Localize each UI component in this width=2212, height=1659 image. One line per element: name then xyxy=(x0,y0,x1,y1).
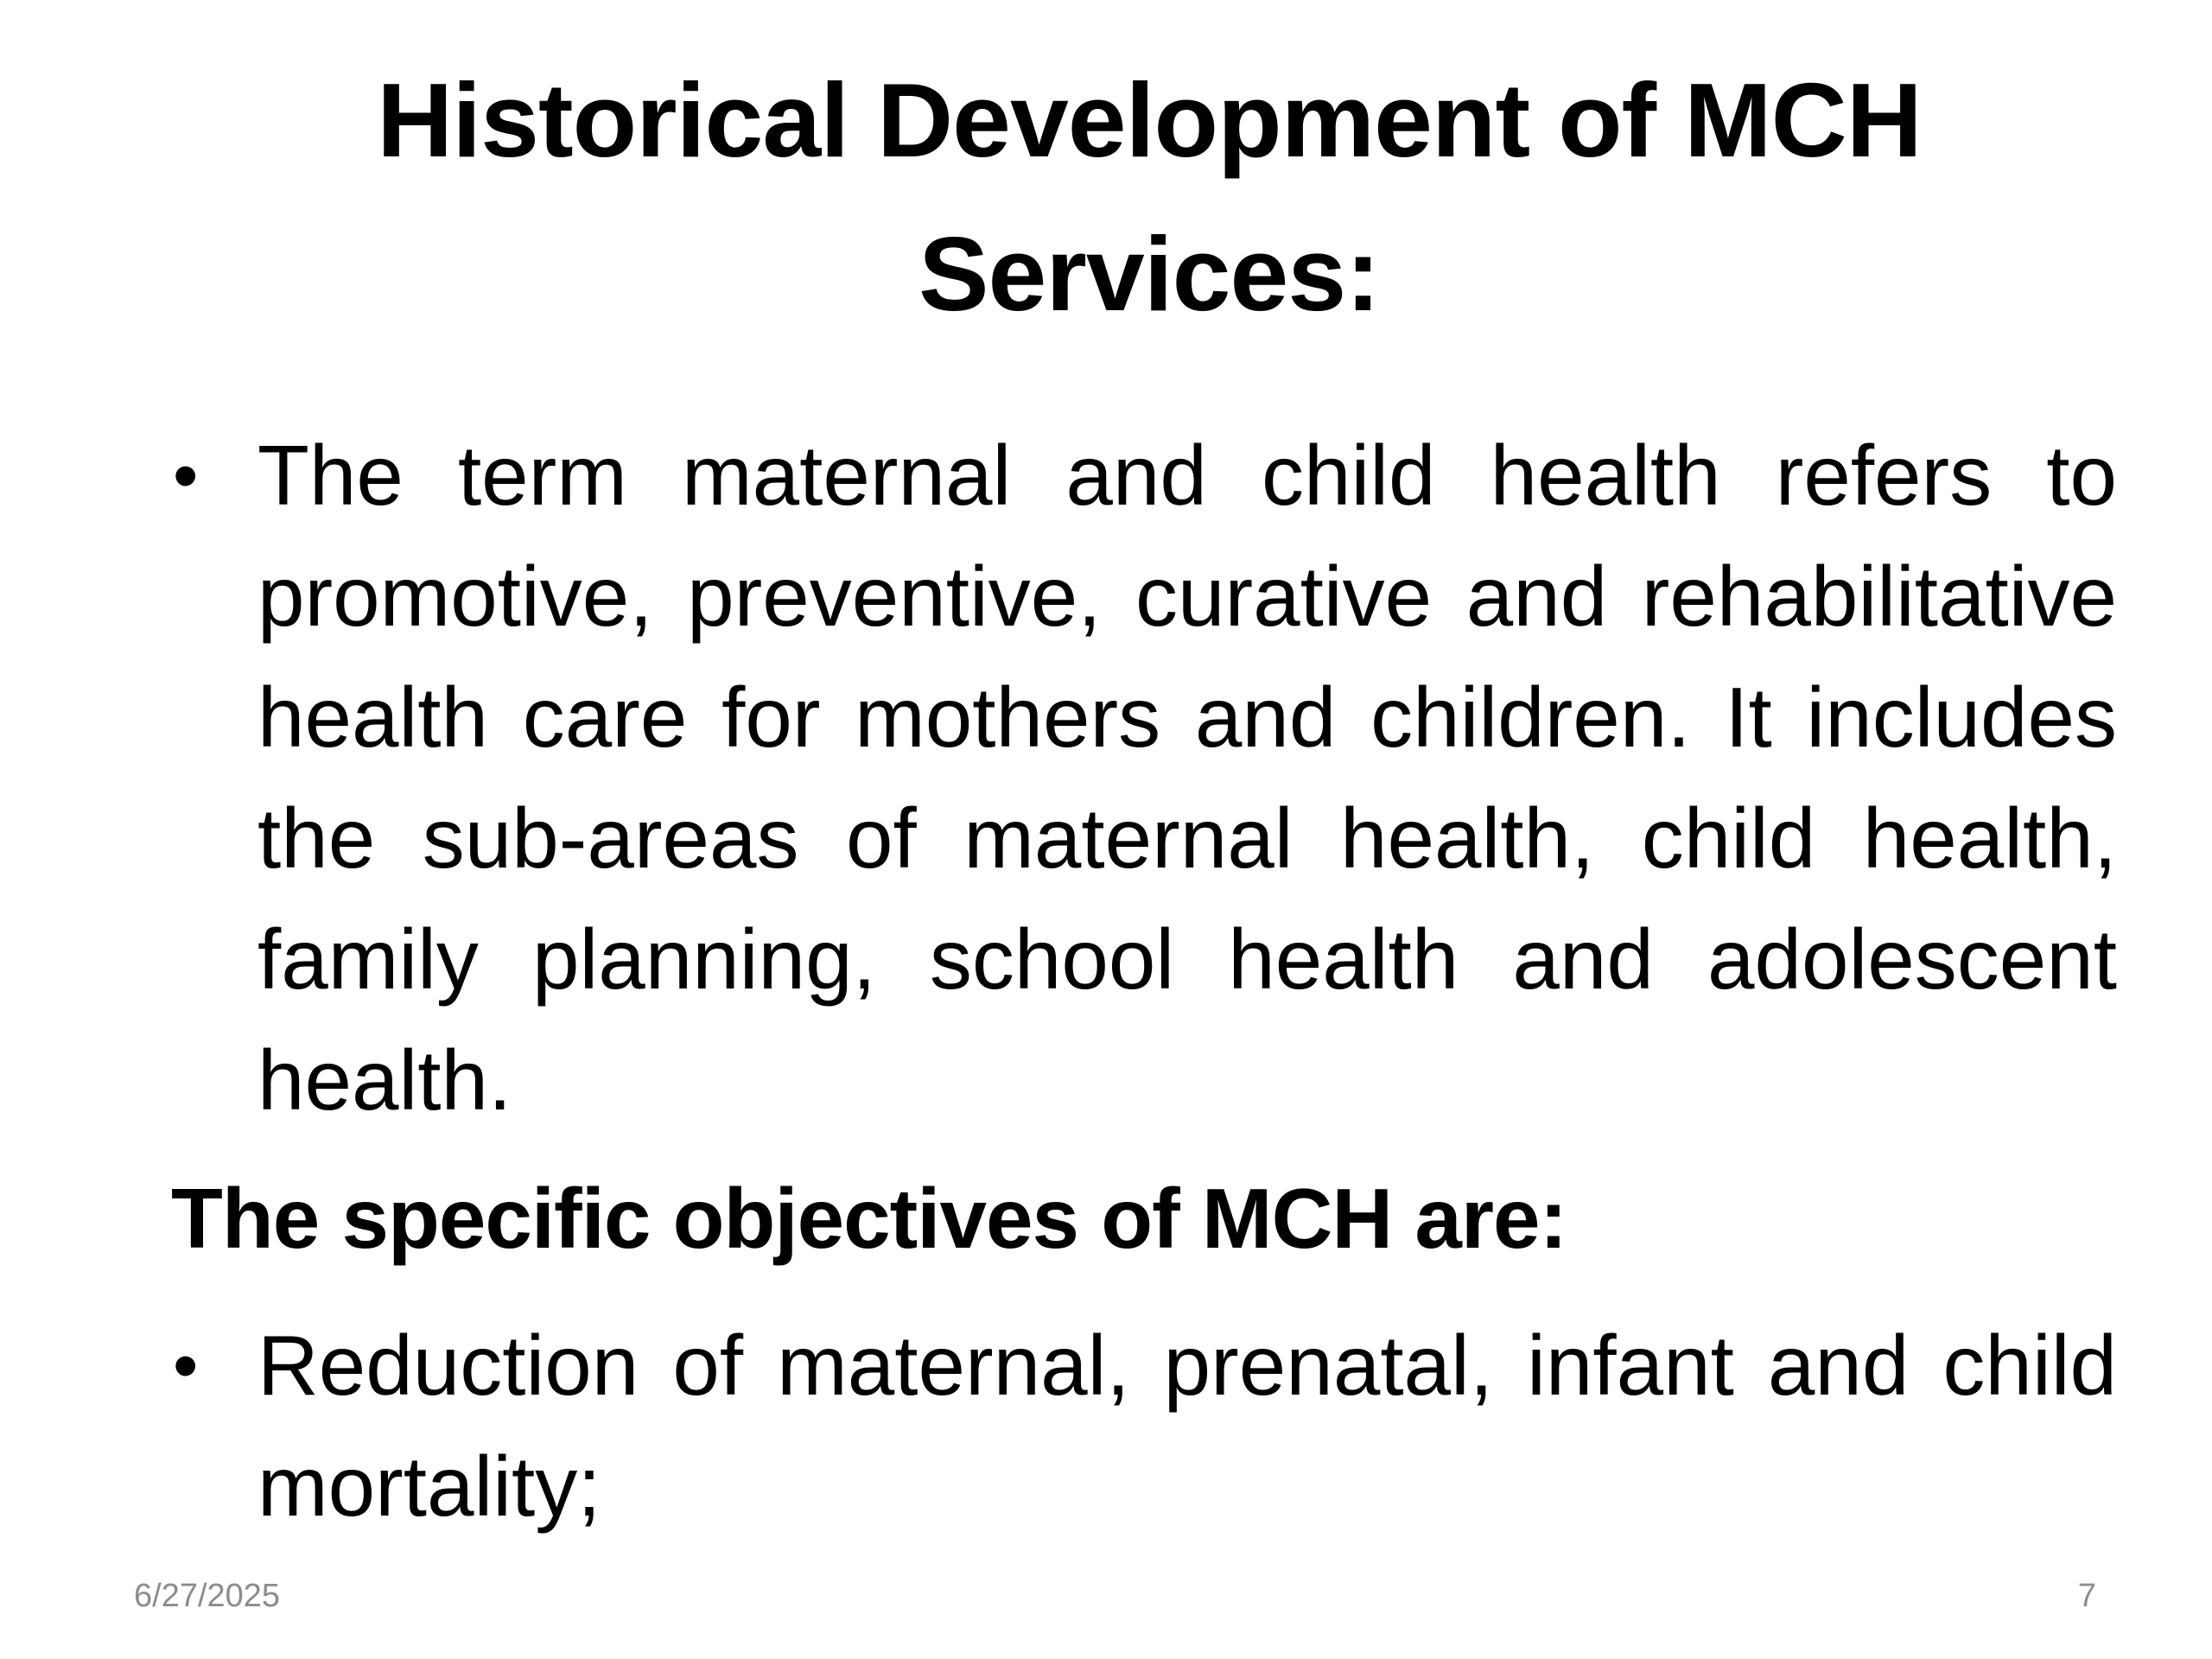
bullet-item-definition xyxy=(171,415,2117,1141)
slide-title: Historical Development of MCH Services: xyxy=(377,61,1922,333)
footer-date: 6/27/2025 xyxy=(134,1578,281,1614)
bullet-marker: • xyxy=(173,1325,199,1406)
footer-page-number: 7 xyxy=(2077,1578,2096,1614)
bullet-text-objective-1: Reduction of maternal, prenatal, infant and child mortality; xyxy=(257,1318,2117,1534)
bullet-marker: • xyxy=(173,435,199,516)
bullet-text-definition: The term maternal and child health refers to promotive, preventive, curative and rehabilitative health care for mothers and children. It includes the sub-areas of maternal health, child health, family planning, school health and adolescent health. xyxy=(257,428,2117,1128)
bullet-item-objective-1 xyxy=(171,1305,2117,1547)
slide-content xyxy=(171,415,2117,1547)
objectives-heading: The specific objectives of MCH are: xyxy=(171,1171,1567,1266)
